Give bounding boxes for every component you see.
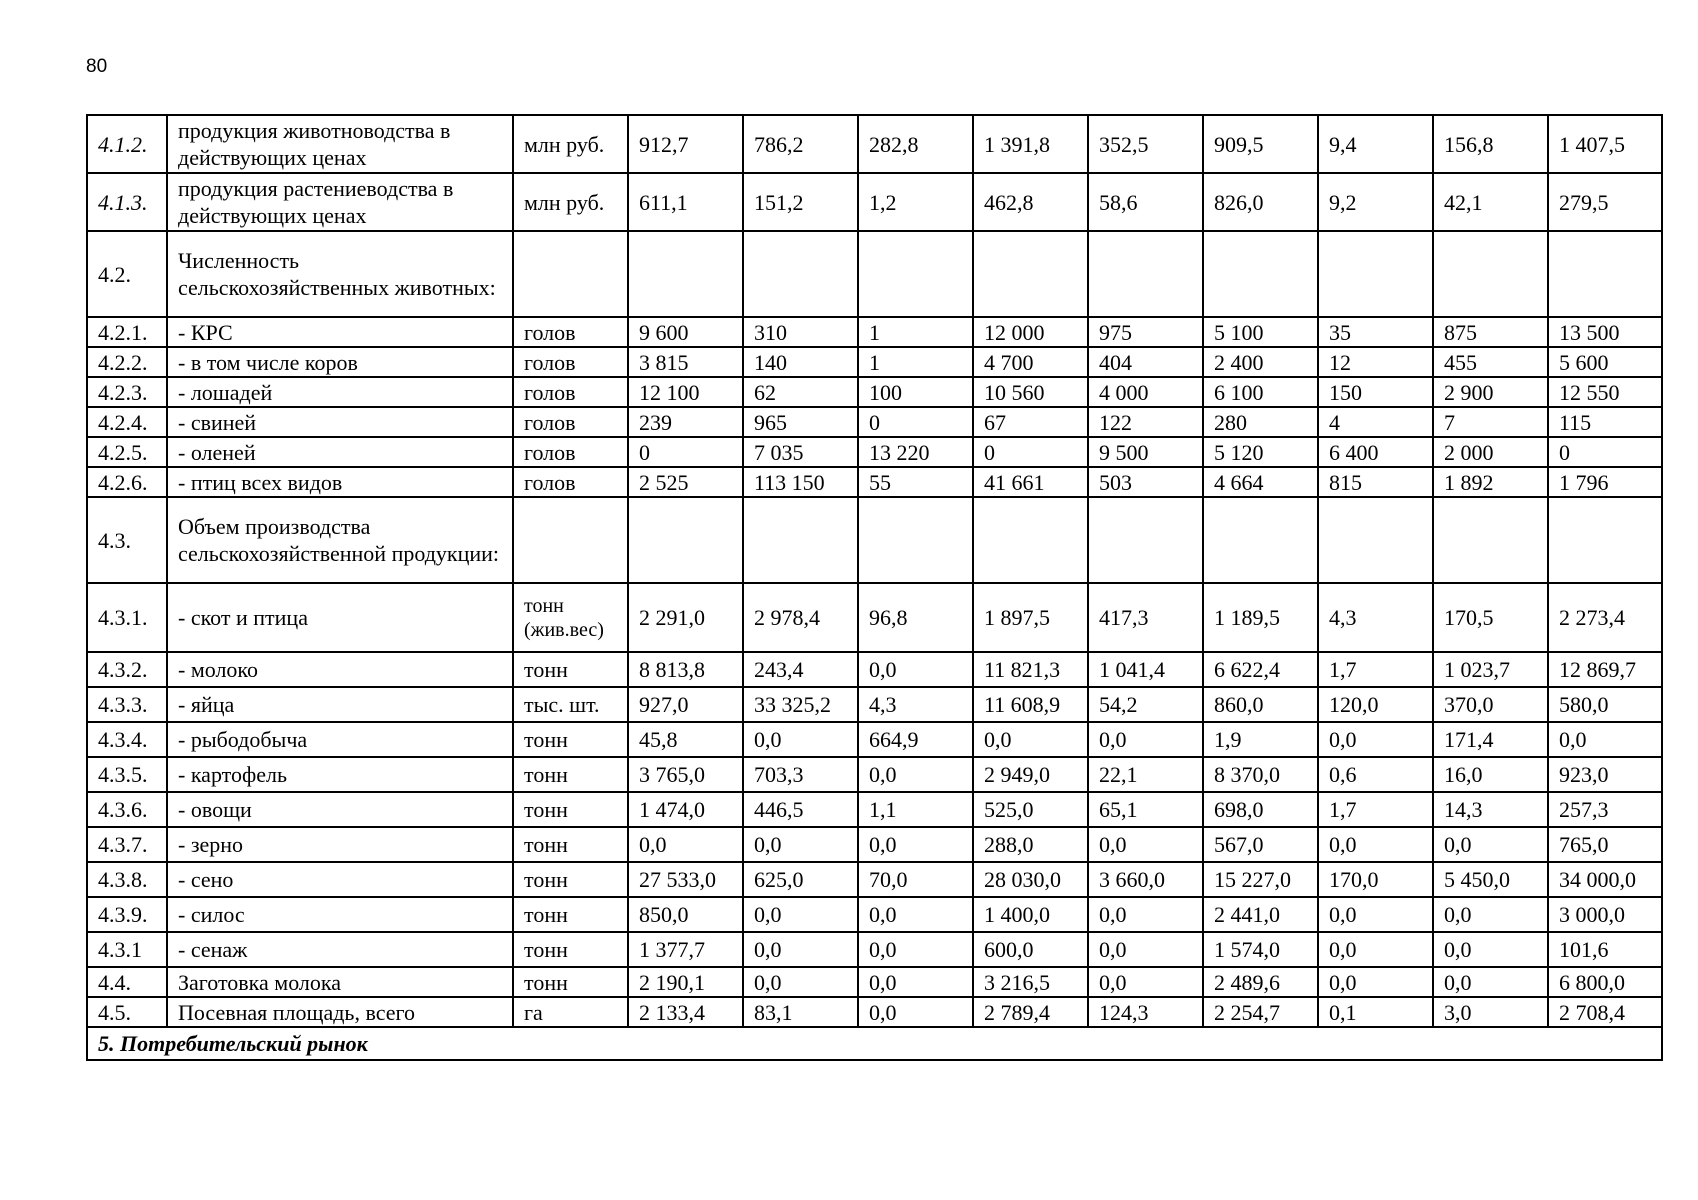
value-cell: 417,3 [1088, 583, 1203, 652]
row-number: 4.2.3. [87, 377, 167, 407]
row-number: 4.2.2. [87, 347, 167, 377]
value-cell: 288,0 [973, 827, 1088, 862]
value-cell: 3 815 [628, 347, 743, 377]
value-cell: 6 400 [1318, 437, 1433, 467]
value-cell: 2 254,7 [1203, 997, 1318, 1027]
table-row [87, 932, 1662, 967]
value-cell: 3 660,0 [1088, 862, 1203, 897]
value-cell: 12 550 [1548, 377, 1662, 407]
value-cell: 2 291,0 [628, 583, 743, 652]
value-cell [1548, 231, 1662, 317]
row-name: - рыбодобыча [167, 722, 513, 757]
section-heading: 5. Потребительский рынок [87, 1027, 1662, 1060]
value-cell: 5 120 [1203, 437, 1318, 467]
row-number: 4.1.3. [87, 173, 167, 231]
value-cell: 4 000 [1088, 377, 1203, 407]
row-name: - овощи [167, 792, 513, 827]
row-name: Численность сельскохозяйственных животных: [167, 231, 513, 317]
value-cell: 875 [1433, 317, 1548, 347]
table-row [87, 497, 1662, 583]
value-cell: 4,3 [858, 687, 973, 722]
row-name: - яйца [167, 687, 513, 722]
value-cell: 1,7 [1318, 652, 1433, 687]
row-unit: голов [513, 407, 628, 437]
value-cell: 0,1 [1318, 997, 1433, 1027]
value-cell: 0,0 [1433, 967, 1548, 997]
value-cell: 446,5 [743, 792, 858, 827]
value-cell: 525,0 [973, 792, 1088, 827]
value-cell: 4 [1318, 407, 1433, 437]
row-name: - скот и птица [167, 583, 513, 652]
value-cell: 927,0 [628, 687, 743, 722]
value-cell: 0,0 [628, 827, 743, 862]
value-cell: 3 000,0 [1548, 897, 1662, 932]
value-cell [1088, 497, 1203, 583]
value-cell: 1 377,7 [628, 932, 743, 967]
value-cell: 151,2 [743, 173, 858, 231]
table-row [87, 583, 1662, 652]
value-cell: 3 216,5 [973, 967, 1088, 997]
value-cell: 0,0 [858, 897, 973, 932]
value-cell: 150 [1318, 377, 1433, 407]
value-cell: 156,8 [1433, 115, 1548, 173]
value-cell: 0,0 [1318, 967, 1433, 997]
data-table [86, 114, 1663, 1061]
row-name: - сено [167, 862, 513, 897]
value-cell: 83,1 [743, 997, 858, 1027]
row-unit: голов [513, 317, 628, 347]
value-cell: 67 [973, 407, 1088, 437]
value-cell: 0,0 [743, 897, 858, 932]
row-name: - птиц всех видов [167, 467, 513, 497]
value-cell: 8 813,8 [628, 652, 743, 687]
value-cell: 0,0 [1088, 932, 1203, 967]
value-cell [1433, 497, 1548, 583]
value-cell: 567,0 [1203, 827, 1318, 862]
value-cell: 6 800,0 [1548, 967, 1662, 997]
value-cell: 170,0 [1318, 862, 1433, 897]
value-cell: 2 190,1 [628, 967, 743, 997]
value-cell: 2 400 [1203, 347, 1318, 377]
value-cell: 580,0 [1548, 687, 1662, 722]
value-cell [1318, 231, 1433, 317]
value-cell: 45,8 [628, 722, 743, 757]
row-number: 4.5. [87, 997, 167, 1027]
value-cell: 5 450,0 [1433, 862, 1548, 897]
table-row [87, 722, 1662, 757]
value-cell: 4 664 [1203, 467, 1318, 497]
row-number: 4.2. [87, 231, 167, 317]
table-row [87, 317, 1662, 347]
value-cell: 1 189,5 [1203, 583, 1318, 652]
value-cell: 0,0 [743, 967, 858, 997]
row-unit: голов [513, 377, 628, 407]
value-cell: 0,0 [1318, 897, 1433, 932]
row-name: продукция растениеводства в действующих ценах [167, 173, 513, 231]
value-cell: 2 978,4 [743, 583, 858, 652]
value-cell [858, 497, 973, 583]
value-cell: 826,0 [1203, 173, 1318, 231]
value-cell [858, 231, 973, 317]
value-cell: 0,0 [743, 827, 858, 862]
row-name: - картофель [167, 757, 513, 792]
value-cell: 279,5 [1548, 173, 1662, 231]
value-cell: 2 489,6 [1203, 967, 1318, 997]
row-unit: тонн [513, 652, 628, 687]
value-cell: 3,0 [1433, 997, 1548, 1027]
value-cell: 100 [858, 377, 973, 407]
value-cell: 850,0 [628, 897, 743, 932]
value-cell: 62 [743, 377, 858, 407]
row-name: - лошадей [167, 377, 513, 407]
value-cell: 0,0 [858, 757, 973, 792]
value-cell: 28 030,0 [973, 862, 1088, 897]
row-number: 4.3.3. [87, 687, 167, 722]
value-cell: 1 023,7 [1433, 652, 1548, 687]
value-cell: 0,0 [743, 722, 858, 757]
value-cell: 0,0 [1548, 722, 1662, 757]
value-cell: 0,0 [1088, 967, 1203, 997]
value-cell [973, 497, 1088, 583]
page-number: 80 [86, 56, 108, 77]
value-cell: 698,0 [1203, 792, 1318, 827]
row-number: 4.3.9. [87, 897, 167, 932]
value-cell: 4,3 [1318, 583, 1433, 652]
value-cell: 0 [973, 437, 1088, 467]
row-name: - молоко [167, 652, 513, 687]
table-row [87, 757, 1662, 792]
row-number: 4.2.6. [87, 467, 167, 497]
value-cell: 58,6 [1088, 173, 1203, 231]
table-row [87, 347, 1662, 377]
value-cell: 282,8 [858, 115, 973, 173]
row-unit: тонн [513, 792, 628, 827]
row-unit: голов [513, 437, 628, 467]
value-cell: 0,0 [743, 932, 858, 967]
value-cell: 0,0 [1088, 722, 1203, 757]
value-cell: 1 400,0 [973, 897, 1088, 932]
value-cell: 310 [743, 317, 858, 347]
row-number: 4.3.8. [87, 862, 167, 897]
value-cell: 0,6 [1318, 757, 1433, 792]
table-body [87, 115, 1662, 1060]
row-unit: тыс. шт. [513, 687, 628, 722]
value-cell: 257,3 [1548, 792, 1662, 827]
value-cell: 42,1 [1433, 173, 1548, 231]
value-cell: 0 [858, 407, 973, 437]
value-cell: 34 000,0 [1548, 862, 1662, 897]
value-cell: 8 370,0 [1203, 757, 1318, 792]
value-cell: 239 [628, 407, 743, 437]
value-cell: 1 892 [1433, 467, 1548, 497]
value-cell: 120,0 [1318, 687, 1433, 722]
row-number: 4.3.5. [87, 757, 167, 792]
value-cell [743, 231, 858, 317]
row-number: 4.3.4. [87, 722, 167, 757]
value-cell: 923,0 [1548, 757, 1662, 792]
row-number: 4.3. [87, 497, 167, 583]
value-cell: 0,0 [858, 652, 973, 687]
value-cell: 9 500 [1088, 437, 1203, 467]
value-cell: 0,0 [1318, 827, 1433, 862]
value-cell: 6 622,4 [1203, 652, 1318, 687]
value-cell [628, 497, 743, 583]
value-cell: 10 560 [973, 377, 1088, 407]
value-cell: 12 000 [973, 317, 1088, 347]
row-unit [513, 497, 628, 583]
row-unit: тонн [513, 862, 628, 897]
value-cell: 611,1 [628, 173, 743, 231]
row-unit: тонн [513, 722, 628, 757]
value-cell: 0,0 [858, 997, 973, 1027]
value-cell: 1 796 [1548, 467, 1662, 497]
value-cell: 13 220 [858, 437, 973, 467]
value-cell: 1 [858, 317, 973, 347]
value-cell: 664,9 [858, 722, 973, 757]
row-unit: тонн [513, 897, 628, 932]
row-number: 4.3.1 [87, 932, 167, 967]
value-cell: 65,1 [1088, 792, 1203, 827]
value-cell: 70,0 [858, 862, 973, 897]
value-cell: 11 821,3 [973, 652, 1088, 687]
value-cell: 124,3 [1088, 997, 1203, 1027]
value-cell: 243,4 [743, 652, 858, 687]
value-cell: 625,0 [743, 862, 858, 897]
value-cell: 404 [1088, 347, 1203, 377]
table-row [87, 377, 1662, 407]
value-cell: 4 700 [973, 347, 1088, 377]
row-name: - силос [167, 897, 513, 932]
value-cell: 7 035 [743, 437, 858, 467]
value-cell [973, 231, 1088, 317]
value-cell: 54,2 [1088, 687, 1203, 722]
value-cell: 1 474,0 [628, 792, 743, 827]
value-cell: 96,8 [858, 583, 973, 652]
value-cell: 7 [1433, 407, 1548, 437]
table-row [87, 997, 1662, 1027]
row-name: продукция животноводства в действующих ценах [167, 115, 513, 173]
value-cell [1088, 231, 1203, 317]
value-cell: 703,3 [743, 757, 858, 792]
value-cell: 280 [1203, 407, 1318, 437]
value-cell: 0,0 [1433, 932, 1548, 967]
row-unit: тонн [513, 757, 628, 792]
row-unit: млн руб. [513, 115, 628, 173]
value-cell: 370,0 [1433, 687, 1548, 722]
value-cell [1433, 231, 1548, 317]
value-cell: 9,2 [1318, 173, 1433, 231]
value-cell: 11 608,9 [973, 687, 1088, 722]
row-name: Объем производства сельскохозяйственной продукции: [167, 497, 513, 583]
row-unit: голов [513, 347, 628, 377]
row-number: 4.3.7. [87, 827, 167, 862]
value-cell: 22,1 [1088, 757, 1203, 792]
value-cell: 2 525 [628, 467, 743, 497]
value-cell: 1 [858, 347, 973, 377]
row-unit: млн руб. [513, 173, 628, 231]
row-number: 4.3.2. [87, 652, 167, 687]
table-row [87, 467, 1662, 497]
value-cell: 0,0 [858, 967, 973, 997]
row-number: 4.2.4. [87, 407, 167, 437]
row-name: - КРС [167, 317, 513, 347]
table-row [87, 231, 1662, 317]
value-cell: 909,5 [1203, 115, 1318, 173]
value-cell: 860,0 [1203, 687, 1318, 722]
value-cell: 9 600 [628, 317, 743, 347]
value-cell: 0,0 [1318, 932, 1433, 967]
value-cell [1203, 497, 1318, 583]
value-cell: 5 100 [1203, 317, 1318, 347]
value-cell: 352,5 [1088, 115, 1203, 173]
value-cell: 2 273,4 [1548, 583, 1662, 652]
row-unit: тонн (жив.вес) [513, 583, 628, 652]
value-cell: 0,0 [858, 827, 973, 862]
value-cell: 975 [1088, 317, 1203, 347]
value-cell [628, 231, 743, 317]
value-cell: 2 900 [1433, 377, 1548, 407]
table-row [87, 652, 1662, 687]
value-cell: 0,0 [973, 722, 1088, 757]
table-row [87, 687, 1662, 722]
row-name: Заготовка молока [167, 967, 513, 997]
row-unit [513, 231, 628, 317]
value-cell: 2 789,4 [973, 997, 1088, 1027]
row-name: - сенаж [167, 932, 513, 967]
value-cell: 55 [858, 467, 973, 497]
table-row [87, 115, 1662, 173]
row-unit: тонн [513, 967, 628, 997]
value-cell: 33 325,2 [743, 687, 858, 722]
table-row [87, 792, 1662, 827]
row-name: - оленей [167, 437, 513, 467]
value-cell: 9,4 [1318, 115, 1433, 173]
value-cell: 912,7 [628, 115, 743, 173]
row-name: Посевная площадь, всего [167, 997, 513, 1027]
value-cell: 13 500 [1548, 317, 1662, 347]
value-cell: 1,9 [1203, 722, 1318, 757]
value-cell: 171,4 [1433, 722, 1548, 757]
value-cell: 815 [1318, 467, 1433, 497]
value-cell: 462,8 [973, 173, 1088, 231]
value-cell [743, 497, 858, 583]
value-cell: 35 [1318, 317, 1433, 347]
value-cell: 2 949,0 [973, 757, 1088, 792]
value-cell: 140 [743, 347, 858, 377]
value-cell: 765,0 [1548, 827, 1662, 862]
value-cell: 12 [1318, 347, 1433, 377]
value-cell: 2 000 [1433, 437, 1548, 467]
value-cell: 1 897,5 [973, 583, 1088, 652]
value-cell: 0,0 [1433, 827, 1548, 862]
value-cell: 600,0 [973, 932, 1088, 967]
value-cell: 2 133,4 [628, 997, 743, 1027]
value-cell: 2 441,0 [1203, 897, 1318, 932]
value-cell: 1 041,4 [1088, 652, 1203, 687]
value-cell: 1 574,0 [1203, 932, 1318, 967]
value-cell: 101,6 [1548, 932, 1662, 967]
value-cell [1548, 497, 1662, 583]
value-cell: 1,1 [858, 792, 973, 827]
value-cell: 455 [1433, 347, 1548, 377]
section-footer-row [87, 1027, 1662, 1060]
row-number: 4.3.6. [87, 792, 167, 827]
value-cell: 0,0 [1088, 897, 1203, 932]
value-cell: 15 227,0 [1203, 862, 1318, 897]
table-row [87, 967, 1662, 997]
row-name: - зерно [167, 827, 513, 862]
value-cell: 170,5 [1433, 583, 1548, 652]
value-cell: 503 [1088, 467, 1203, 497]
row-number: 4.2.1. [87, 317, 167, 347]
table-row [87, 862, 1662, 897]
row-unit: тонн [513, 932, 628, 967]
row-number: 4.2.5. [87, 437, 167, 467]
value-cell: 0 [1548, 437, 1662, 467]
value-cell: 41 661 [973, 467, 1088, 497]
value-cell: 113 150 [743, 467, 858, 497]
table-row [87, 173, 1662, 231]
row-name: - в том числе коров [167, 347, 513, 377]
value-cell: 1,2 [858, 173, 973, 231]
value-cell: 0,0 [1318, 722, 1433, 757]
row-number: 4.3.1. [87, 583, 167, 652]
row-unit: тонн [513, 827, 628, 862]
value-cell: 14,3 [1433, 792, 1548, 827]
value-cell: 6 100 [1203, 377, 1318, 407]
value-cell: 1,7 [1318, 792, 1433, 827]
value-cell: 16,0 [1433, 757, 1548, 792]
value-cell: 786,2 [743, 115, 858, 173]
value-cell: 965 [743, 407, 858, 437]
value-cell: 5 600 [1548, 347, 1662, 377]
value-cell: 2 708,4 [1548, 997, 1662, 1027]
value-cell: 1 407,5 [1548, 115, 1662, 173]
value-cell: 0,0 [1088, 827, 1203, 862]
table-row [87, 437, 1662, 467]
value-cell: 12 100 [628, 377, 743, 407]
table-row [87, 827, 1662, 862]
row-number: 4.1.2. [87, 115, 167, 173]
value-cell: 1 391,8 [973, 115, 1088, 173]
value-cell: 0,0 [1433, 897, 1548, 932]
value-cell: 3 765,0 [628, 757, 743, 792]
value-cell: 115 [1548, 407, 1662, 437]
row-number: 4.4. [87, 967, 167, 997]
row-unit: голов [513, 467, 628, 497]
value-cell: 0,0 [858, 932, 973, 967]
value-cell: 0 [628, 437, 743, 467]
value-cell [1318, 497, 1433, 583]
value-cell [1203, 231, 1318, 317]
row-name: - свиней [167, 407, 513, 437]
row-unit: га [513, 997, 628, 1027]
value-cell: 122 [1088, 407, 1203, 437]
table-row [87, 897, 1662, 932]
table-row [87, 407, 1662, 437]
value-cell: 12 869,7 [1548, 652, 1662, 687]
value-cell: 27 533,0 [628, 862, 743, 897]
